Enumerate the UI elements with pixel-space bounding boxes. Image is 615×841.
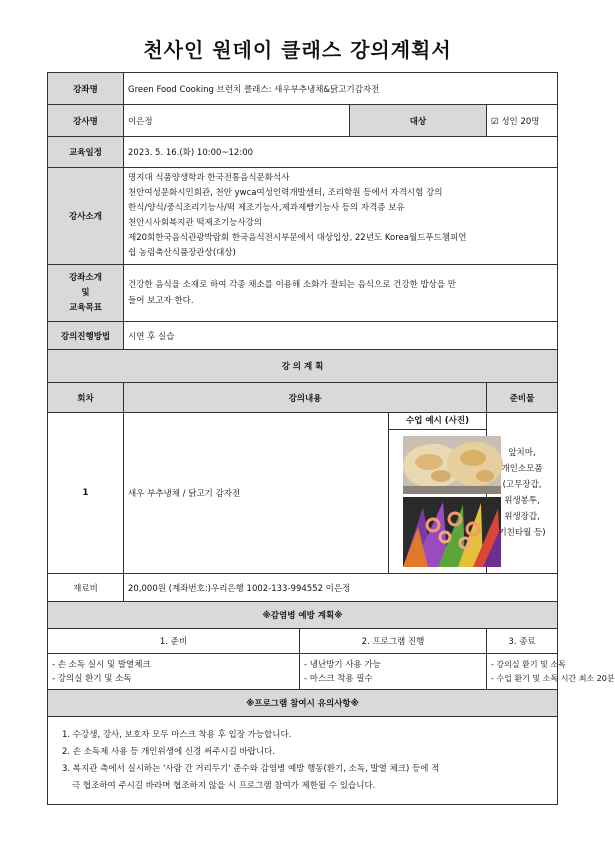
notes-header: ※프로그램 참여시 유의사항※ — [48, 690, 558, 717]
list-item: - 손 소독 실시 및 발열체크 — [52, 659, 151, 670]
list-item: - 수업 환기 및 소독 시간 최소 20분 — [491, 673, 615, 683]
instructor-value: 이은정 — [124, 105, 350, 137]
bio-line: 천안시사회복지관 떡제조기능사강의 — [128, 218, 263, 228]
prevention-progress-items — [300, 654, 487, 690]
method-value: 시연 후 실습 — [124, 322, 558, 350]
notes-content — [48, 717, 558, 805]
note-line: 3. 복지관 측에서 실시하는 '사람 간 거리두기' 준수와 감염병 예방 행동(환기, 소독, 발열 체크) 등에 적 — [62, 763, 440, 774]
prevention-prepare-items — [48, 654, 300, 690]
course-value: Green Food Cooking 브런치 클래스: 새우부추냉채&닭고기감자전 — [124, 73, 558, 105]
target-label: 대상 — [350, 105, 487, 137]
method-label: 강의진행방법 — [48, 322, 124, 350]
schedule-label: 교육일정 — [48, 137, 124, 168]
goal-line: 들어 보고자 한다. — [128, 296, 194, 306]
content-col-header: 강의내용 — [124, 383, 487, 413]
note-line: 1. 수강생, 강사, 보호자 모두 마스크 착용 후 입장 가능합니다. — [62, 729, 292, 740]
instructor-label: 강사명 — [48, 105, 124, 137]
list-item: - 마스크 착용 필수 — [304, 673, 373, 684]
list-item: - 강의실 환기 및 소독 — [491, 659, 566, 669]
checkbox-icon: ☑ — [491, 116, 499, 127]
session-col-header: 회차 — [48, 383, 124, 413]
document-title: 천사인 원데이 클래스 강의계획서 — [143, 38, 452, 62]
goal-line: 건강한 음식을 소재로 하여 각종 채소를 이용해 소화가 잘되는 음식으로 건강한 밥상을 만 — [128, 280, 457, 290]
list-item: - 강의실 환기 및 소독 — [52, 673, 132, 684]
plan-header: 강 의 계 획 — [48, 350, 558, 383]
session-number: 1 — [48, 413, 124, 574]
lecture-plan-table — [47, 72, 615, 805]
fee-value: 20,000원 (계좌번호:)우리은행 1002-133-994552 이은정 — [124, 574, 558, 602]
prevention-col-end: 3. 종료 — [487, 629, 558, 654]
bio-label: 강사소개 — [48, 168, 124, 265]
bio-line: 한식/양식/중식조리기능사/떡 제조기능사,제과제빵기능사 등의 자격증 보유 — [128, 203, 405, 213]
bio-line: 명지대 식품양생학과 한국전통음식문화석사 — [128, 173, 290, 183]
note-line: 극 협조하여 주시길 바라며 협조하지 않을 시 프로그램 참여가 제한될 수 있습니다. — [72, 780, 376, 791]
bio-content — [124, 168, 558, 265]
goal-content — [124, 265, 558, 322]
bio-line: 천안여성문화시민회관, 천안 ywca여성인력개발센터, 조리학원 등에서 자격시험 강의 — [128, 188, 443, 198]
course-label: 강좌명 — [48, 73, 124, 105]
session-content: 새우 부추냉채 / 닭고기 감자전 — [124, 413, 389, 574]
target-text: 성인 20명 — [501, 116, 540, 127]
bio-line: 쉽 농림축산식품장관상(대상) — [128, 248, 236, 258]
prevention-end-items — [487, 654, 615, 690]
note-line: 2. 손 소독제 사용 등 개인위생에 신경 써주시길 바랍니다. — [62, 746, 276, 757]
schedule-value: 2023. 5. 16.(화) 10:00~12:00 — [124, 137, 558, 168]
prep-items: 앞치마, 개인소모품 (고무장갑, 위생봉투, 위생장갑, 키친타월 등) — [487, 413, 558, 574]
photo-title: 수업 예시 (사진) — [389, 413, 486, 430]
list-item: - 냉난방기 사용 가능 — [304, 659, 381, 670]
target-value — [487, 105, 558, 137]
pancake-photo — [403, 436, 501, 494]
photo-cell — [389, 413, 487, 574]
prevention-col-prepare: 1. 준비 — [48, 629, 300, 654]
goal-label: 강좌소개 및 교육목표 — [48, 265, 124, 322]
fee-label: 재료비 — [48, 574, 124, 602]
bio-line: 제20회한국음식관광박람회 한국음식전시부문에서 대상입상, 22년도 Korea월드푸드챔피언 — [128, 233, 467, 243]
prep-col-header: 준비물 — [487, 383, 558, 413]
shrimp-salad-photo — [403, 497, 501, 567]
prevention-col-progress: 2. 프로그램 진행 — [300, 629, 487, 654]
prevention-header: ※감염병 예방 계획※ — [48, 602, 558, 629]
